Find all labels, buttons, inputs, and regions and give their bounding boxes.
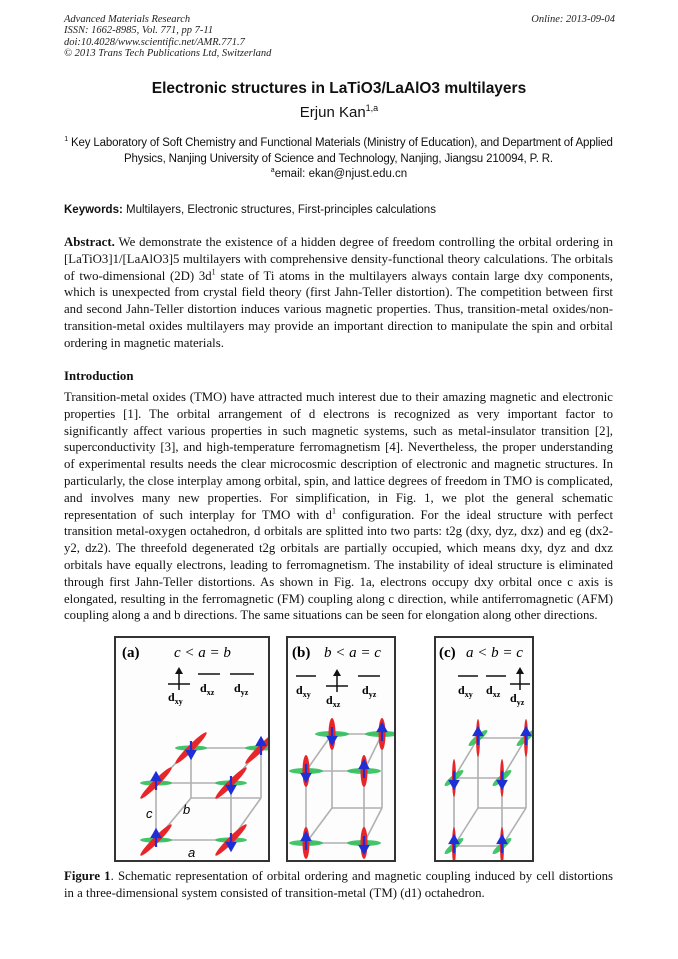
email-text: email: ekan@njust.edu.cn	[274, 167, 408, 180]
paper-title: Electronic structures in LaTiO3/LaAlO3 multilayers	[151, 80, 527, 97]
keywords-label: Keywords:	[64, 204, 123, 216]
orbital-dxz-label: $d_{xz}$	[326, 693, 341, 709]
intro-sup: 1	[331, 506, 336, 516]
orbital-dyz-label: $d_{yz}$	[234, 681, 249, 697]
caption-text: . Schematic representation of orbital ordering and magnetic coupling induced by cell distortions in a three-dimensional system consisted of transition-metal (TM) (d1) octahedron.	[64, 869, 613, 900]
abstract-text-1: We demonstrate the existence of a hidden degree of freedom controlling the orbital ordering in [LaTiO3]1/[LaAlO3]5 multilayers with comprehensive density-functional theory calculations. The orbitals of two-dimensional (2D) 3d	[64, 235, 614, 283]
intro-text-2: configuration. For the ideal structure with perfect transition metal-oxygen octahedron, d orbitals are splitted into two parts: t2g (dxy, dyz, dxz) and eg (dx2-y2, dz2). The threefold degenerated t2g orbitals are partially occupied, which means dxy, dyz and dxz orbitals have equally electrons, leading to ferromagnetism. The instability of ideal structure is eliminated through first Jahn-Teller distortions. As shown in Fig. 1a, electrons occupy dxy orbital once c axis is elongated, resulting in the ferromagnetic (FM) coupling along c direction, while antiferromagnetic (AFM) coupling along a and b directions. The same situations can be seen for elongation along other directions.	[64, 507, 613, 623]
journal-name: Advanced Materials Research	[64, 14, 191, 25]
orbital-dxz-label: $d_{xz}$	[486, 683, 501, 699]
panel-b-label: (b)	[292, 645, 311, 661]
doi-line: doi:10.4028/www.scientific.net/AMR.771.7	[64, 36, 245, 48]
copyright-line: © 2013 Trans Tech Publications Ltd, Switzerland	[64, 47, 272, 59]
abstract-label: Abstract.	[64, 235, 115, 249]
figure-panel-c	[434, 636, 534, 862]
abstract-sup: 1	[211, 267, 216, 277]
affiliation-sup: 1	[64, 136, 68, 143]
caption-label: Figure 1	[64, 869, 111, 883]
issn-line: ISSN: 1662-8985, Vol. 771, pp 7-11	[64, 25, 214, 37]
abstract-text-2: state of Ti atoms in the multilayers always contain large dxy components, which is unexpected from crystal field theory (first Jahn-Teller distortion). The competition between first and second Jahn-Teller distortion induces various magnetic properties. Thus, transition-metal oxides/non-transition-metal oxides multilayers may provide an important direction to manipulate the spin and orbital ordering in magnetic materials.	[64, 268, 613, 350]
spin-arrows-icon	[152, 738, 265, 850]
author-name: Erjun Kan	[299, 104, 366, 121]
lattice-frame-icon	[454, 738, 526, 846]
introduction-heading: Introduction	[64, 369, 134, 383]
introduction-body	[64, 389, 613, 624]
panel-a-condition: c < a = b	[174, 645, 231, 661]
email-sup: a	[270, 167, 275, 174]
figure-panel-b	[286, 636, 396, 862]
orbital-dxz-label: $d_{xz}$	[200, 681, 215, 697]
panel-b-condition: b < a = c	[324, 645, 381, 661]
panel-c-condition: a < b = c	[466, 645, 523, 661]
online-date: Online: 2013-09-04	[531, 14, 615, 25]
figure-1	[114, 636, 563, 864]
figure-caption	[64, 868, 613, 902]
orbital-dyz-label: $d_{yz}$	[510, 691, 525, 707]
axis-a-label: a	[188, 845, 196, 860]
intro-text-1: Transition-metal oxides (TMO) have attracted much interest due to their amazing magnetic and electronic properties [1]. The orbital arrangement of d electrons is recognized as very important factor to significantly affect various properties in such magnetic systems, such as metal-insulator transition [2], superconductivity [3], and high-temperature ferromagnetism [4]. Nevertheless, the proper understanding of experimental results needs the clear microcosmic description of electronic and magnetic structures. In particularly, the close interplay among orbital, spin, and lattice degrees of freedom in TMO is complicated, and involves many new properties. For simplification, in Fig. 1, we plot the general schematic representation of such interplay for TMO with d	[64, 390, 613, 522]
affiliation	[64, 132, 613, 167]
keywords-text: Multilayers, Electronic structures, First-principles calculations	[126, 204, 436, 216]
spin-arrows-icon	[302, 724, 386, 853]
orbital-sites-icon	[138, 730, 268, 858]
affiliation-text: Key Laboratory of Soft Chemistry and Functional Materials (Ministry of Education), and Department of Applied Physics, Nanjing University of Science and Technology, Nanjing, Jiangsu 210094, P. R.	[70, 136, 613, 165]
author-line	[0, 103, 678, 121]
figure-panel-a	[114, 636, 270, 862]
orbital-dxy-label: $d_{xy}$	[296, 683, 311, 699]
email-line	[0, 167, 678, 180]
author-sup: 1,a	[365, 103, 379, 113]
orbital-dxy-label: $d_{xy}$	[168, 690, 183, 706]
panel-a-label: (a)	[122, 645, 140, 661]
axis-c-label: c	[146, 806, 153, 821]
orbital-dxy-label: $d_{xy}$	[458, 683, 473, 699]
abstract	[64, 234, 613, 352]
axis-b-label: b	[183, 802, 191, 817]
journal-header	[64, 14, 271, 59]
keywords	[64, 204, 436, 216]
lattice-frame-icon	[306, 734, 382, 843]
orbital-dyz-label: $d_{yz}$	[362, 683, 377, 699]
panel-c-label: (c)	[439, 645, 456, 661]
